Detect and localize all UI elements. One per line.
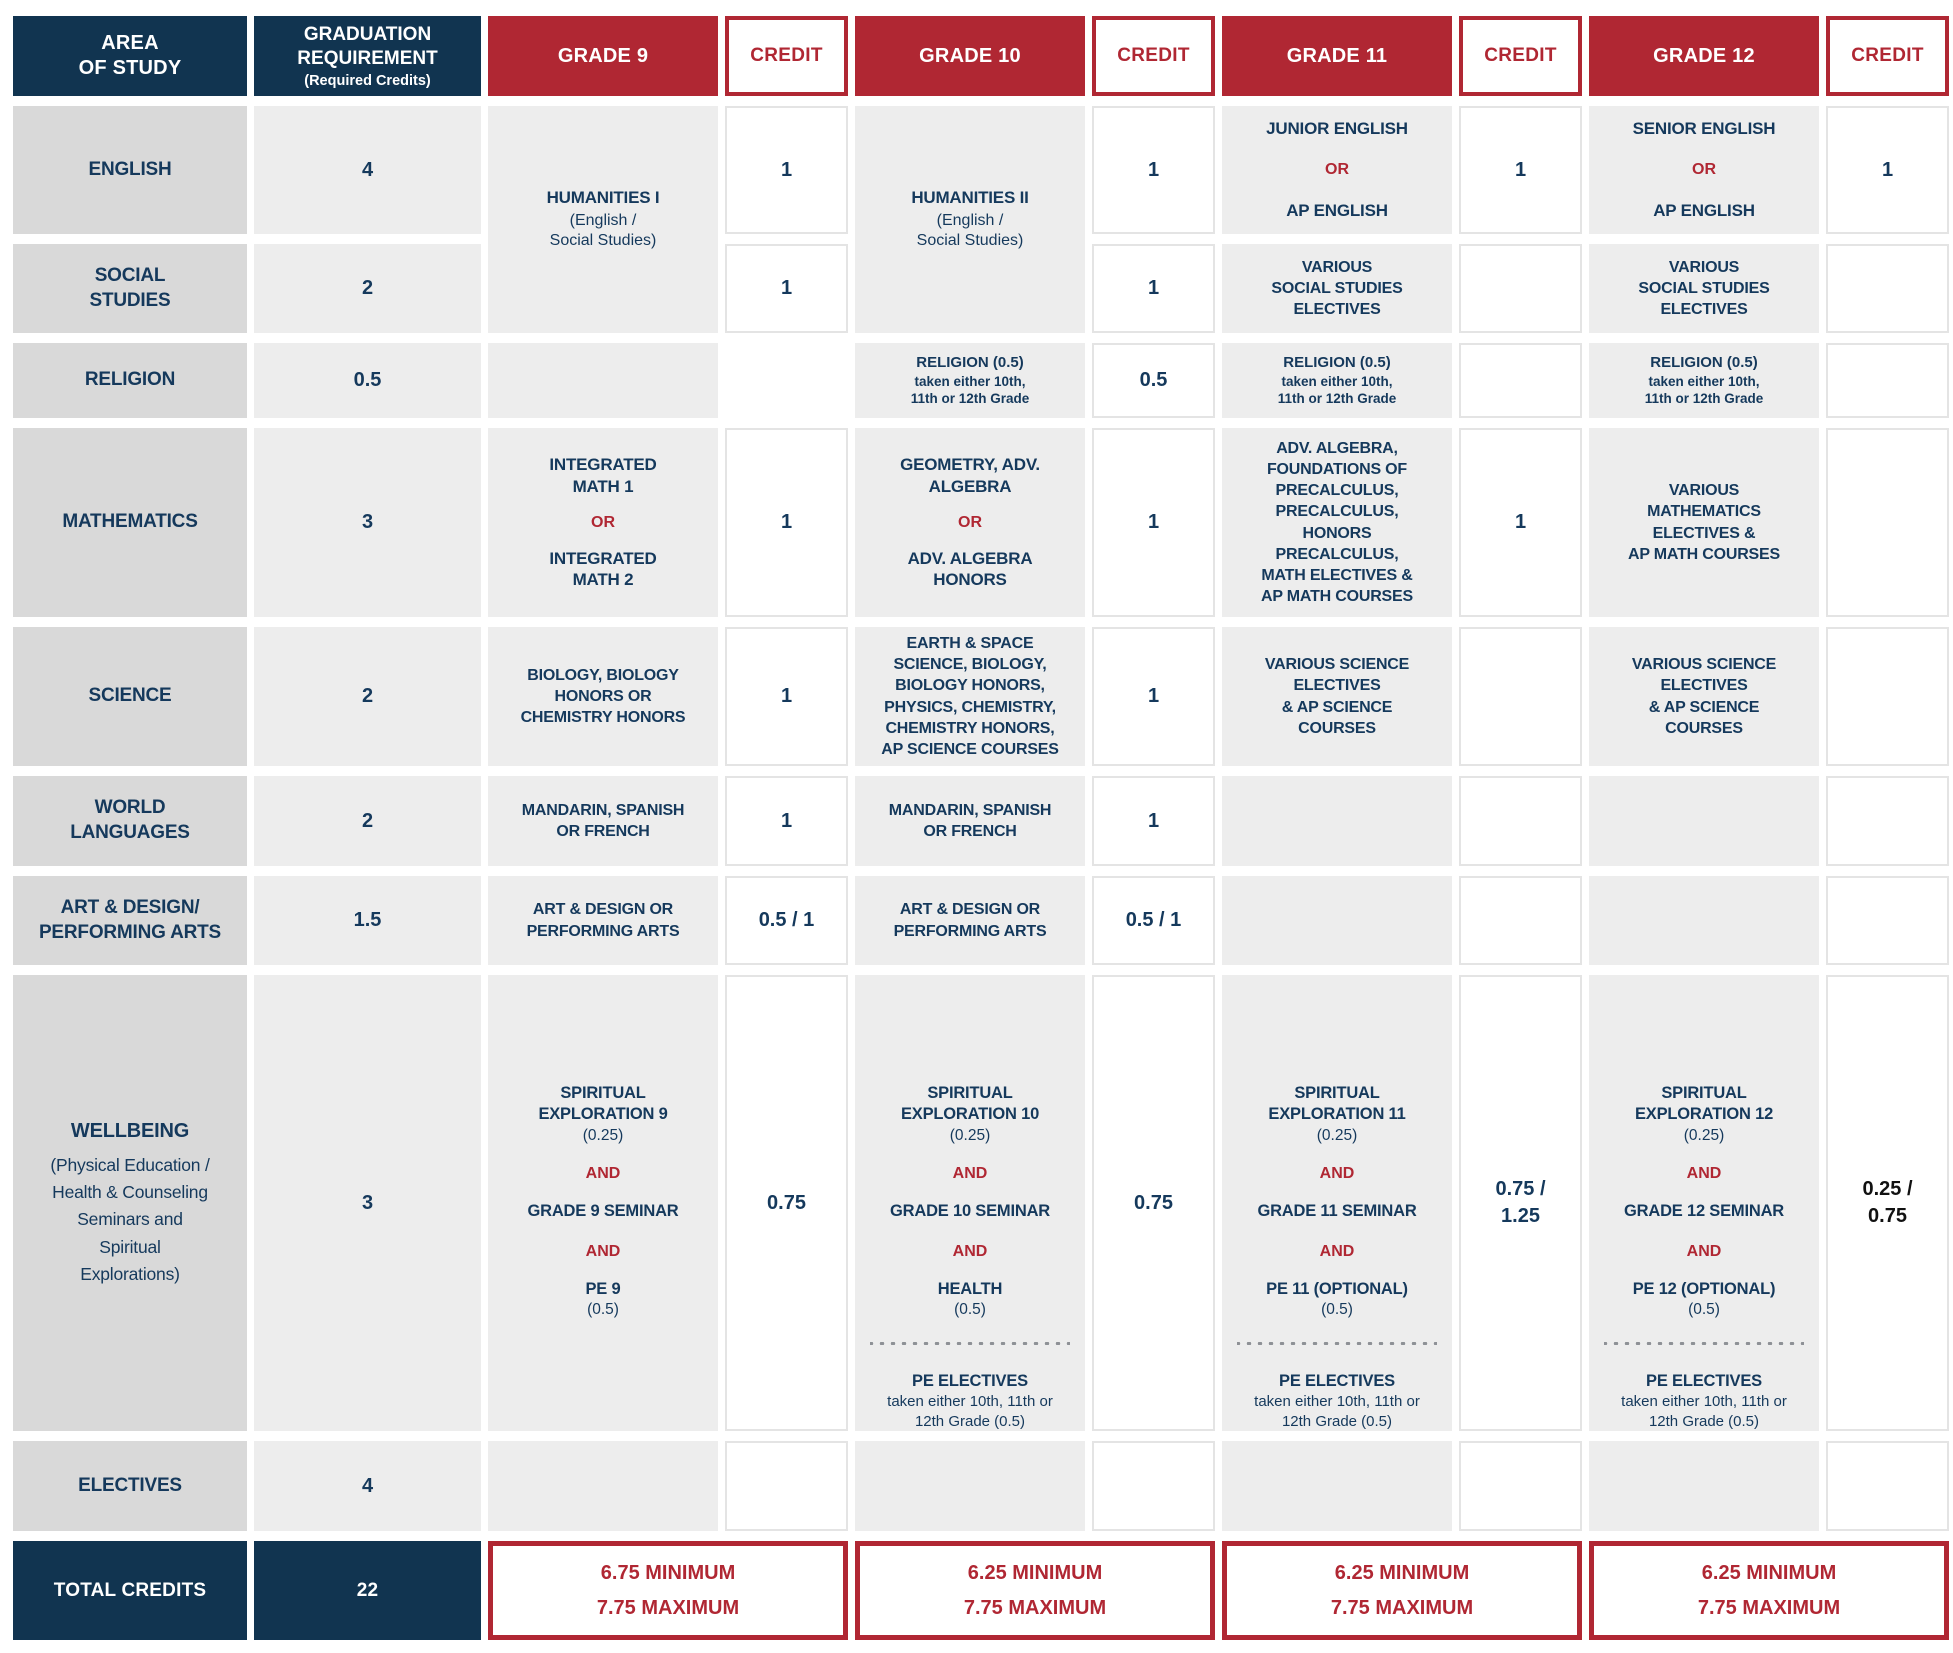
col-header-grade-11	[1222, 16, 1452, 96]
math-g10-option-2: ADV. ALGEBRA HONORS	[907, 548, 1033, 590]
wellbeing-g10-spiritual-credit: (0.25)	[949, 1126, 991, 1144]
credit-value: 1	[780, 277, 793, 299]
credit-social-g9	[725, 244, 848, 333]
cell-art-g10	[855, 876, 1085, 965]
wellbeing-g9-spiritual: SPIRITUAL EXPLORATION 9	[538, 1084, 668, 1124]
credit-science-g12-empty	[1826, 627, 1949, 766]
religion-note-title: RELIGION (0.5)	[1283, 354, 1391, 372]
credit-value: 1	[1514, 158, 1527, 181]
credit-value: 1	[780, 511, 793, 533]
world-g9-text: MANDARIN, SPANISH OR FRENCH	[521, 801, 685, 840]
total-box-g9	[488, 1541, 848, 1640]
total-g11-minimum: 6.25 MINIMUM	[1334, 1561, 1470, 1584]
credit-value: 1	[1881, 158, 1894, 181]
grade-10-label: GRADE 10	[919, 44, 1021, 67]
and-connector: AND	[1319, 1165, 1355, 1183]
wellbeing-g11-seminar: GRADE 11 SEMINAR	[1257, 1202, 1417, 1221]
total-credits-label: TOTAL CREDITS	[53, 1579, 207, 1601]
credit-science-g9	[725, 627, 848, 766]
cell-humanities-1	[488, 106, 718, 333]
wellbeing-g12-pe-credit: (0.5)	[1688, 1301, 1720, 1319]
english-g12-option-1: SENIOR ENGLISH	[1632, 119, 1776, 139]
math-g10-option-1: GEOMETRY, ADV. ALGEBRA	[900, 455, 1040, 496]
math-g9-option-1: INTEGRATED MATH 1	[549, 455, 657, 496]
total-credits-value: 22	[356, 1579, 379, 1601]
wellbeing-g11-spiritual-credit: (0.25)	[1316, 1126, 1358, 1144]
credit-english-g12	[1826, 106, 1949, 234]
art-design-label: ART & DESIGN/ PERFORMING ARTS	[38, 896, 222, 943]
and-connector: AND	[1686, 1242, 1722, 1260]
total-g10-minimum: 6.25 MINIMUM	[967, 1561, 1103, 1584]
wellbeing-g10-pe-electives: PE ELECTIVES	[912, 1371, 1028, 1390]
wellbeing-g11-spiritual: SPIRITUAL EXPLORATION 11	[1268, 1084, 1406, 1124]
cell-world-g11-empty	[1222, 776, 1452, 866]
cell-art-g12-empty	[1589, 876, 1819, 965]
humanities-2-title: HUMANITIES II	[911, 187, 1029, 207]
religion-label: RELIGION	[84, 369, 176, 391]
cell-religion-g12	[1589, 343, 1819, 418]
social-required-credits: 2	[361, 277, 374, 299]
and-connector: AND	[952, 1242, 988, 1260]
cell-wellbeing-g12	[1589, 975, 1819, 1431]
requirement-religion	[254, 343, 481, 418]
cell-science-g12	[1589, 627, 1819, 766]
social-g11-text: VARIOUS SOCIAL STUDIES ELECTIVES	[1271, 258, 1403, 319]
col-header-grade-12	[1589, 16, 1819, 96]
col-header-credit-10	[1092, 16, 1215, 96]
english-g11-option-1: JUNIOR ENGLISH	[1266, 119, 1408, 139]
cell-religion-g9-empty	[488, 343, 718, 418]
wellbeing-g12-pe-electives-sub: taken either 10th, 11th or 12th Grade (0.5)	[1621, 1393, 1787, 1430]
credit-world-g9	[725, 776, 848, 866]
wellbeing-label: WELLBEING	[70, 1120, 190, 1143]
col-header-credit-11	[1459, 16, 1582, 96]
credit-science-g11-empty	[1459, 627, 1582, 766]
credit-wellbeing-g12	[1826, 975, 1949, 1431]
credit-wellbeing-g9	[725, 975, 848, 1431]
credit-art-g9	[725, 876, 848, 965]
credit-value: 1	[1147, 685, 1160, 707]
wellbeing-required-credits: 3	[361, 1191, 374, 1214]
electives-required-credits: 4	[361, 1474, 374, 1497]
wellbeing-g9-pe: PE 9	[585, 1279, 621, 1298]
credit-label: CREDIT	[1851, 45, 1924, 66]
wellbeing-g10-health-credit: (0.5)	[954, 1301, 986, 1319]
wellbeing-g9-pe-credit: (0.5)	[587, 1301, 619, 1319]
math-g11-text: ADV. ALGEBRA, FOUNDATIONS OF PRECALCULUS, PRECALCULUS, HONORS PRECALCULUS, MATH ELECTIVES & AP MATH COURSES	[1261, 440, 1413, 605]
col-header-credit-9	[725, 16, 848, 96]
world-g10-text: MANDARIN, SPANISH OR FRENCH	[888, 801, 1052, 840]
cell-science-g9	[488, 627, 718, 766]
science-g12-text: VARIOUS SCIENCE ELECTIVES & AP SCIENCE COURSES	[1631, 656, 1777, 737]
wellbeing-g12-spiritual: SPIRITUAL EXPLORATION 12	[1634, 1084, 1774, 1124]
science-g11-text: VARIOUS SCIENCE ELECTIVES & AP SCIENCE COURSES	[1264, 656, 1410, 737]
requirement-art-design	[254, 876, 481, 965]
cell-art-g9	[488, 876, 718, 965]
wellbeing-g9-seminar: GRADE 9 SEMINAR	[527, 1202, 679, 1221]
credit-math-g12-empty	[1826, 428, 1949, 617]
total-box-g11	[1222, 1541, 1582, 1640]
cell-electives-g10-empty	[855, 1441, 1085, 1531]
cell-electives-g12-empty	[1589, 1441, 1819, 1531]
math-required-credits: 3	[361, 511, 374, 533]
col-header-area-of-study	[13, 16, 247, 96]
credit-math-g10	[1092, 428, 1215, 617]
cell-humanities-2	[855, 106, 1085, 333]
graduation-requirement-sublabel: (Required Credits)	[304, 73, 431, 90]
credit-religion-g12-empty	[1826, 343, 1949, 418]
row-label-world-languages	[13, 776, 247, 866]
cell-english-g11	[1222, 106, 1452, 234]
religion-required-credits: 0.5	[353, 369, 382, 391]
requirement-english	[254, 106, 481, 234]
wellbeing-g11-pe-electives: PE ELECTIVES	[1279, 1371, 1395, 1390]
cell-world-g9	[488, 776, 718, 866]
cell-world-g10	[855, 776, 1085, 866]
wellbeing-g12-spiritual-credit: (0.25)	[1683, 1126, 1725, 1144]
row-label-social-studies	[13, 244, 247, 333]
cell-math-g12	[1589, 428, 1819, 617]
row-label-english	[13, 106, 247, 234]
credit-value: 1	[780, 685, 793, 707]
art-g10-text: ART & DESIGN OR PERFORMING ARTS	[893, 901, 1047, 940]
cell-wellbeing-g11	[1222, 975, 1452, 1431]
credit-value: 1	[780, 158, 793, 181]
science-g10-text: EARTH & SPACE SCIENCE, BIOLOGY, BIOLOGY HONORS, PHYSICS, CHEMISTRY, CHEMISTRY HONORS, AP SCIENCE COURSES	[881, 635, 1059, 758]
dotted-divider	[1237, 1342, 1437, 1345]
wellbeing-g10-spiritual: SPIRITUAL EXPLORATION 10	[900, 1084, 1040, 1124]
cell-religion-g11	[1222, 343, 1452, 418]
requirement-wellbeing	[254, 975, 481, 1431]
grade-9-label: GRADE 9	[557, 44, 649, 67]
row-label-wellbeing	[13, 975, 247, 1431]
social-studies-label: SOCIAL STUDIES	[89, 264, 171, 311]
wellbeing-g12-seminar: GRADE 12 SEMINAR	[1624, 1202, 1784, 1221]
world-required-credits: 2	[361, 809, 374, 832]
credit-value: 0.5 / 1	[1125, 909, 1182, 931]
credit-electives-g12-empty	[1826, 1441, 1949, 1531]
english-label: ENGLISH	[88, 158, 172, 180]
credit-world-g10	[1092, 776, 1215, 866]
requirement-mathematics	[254, 428, 481, 617]
credit-religion-g11-empty	[1459, 343, 1582, 418]
world-languages-label: WORLD LANGUAGES	[70, 797, 190, 843]
and-connector: AND	[585, 1165, 621, 1183]
requirement-electives	[254, 1441, 481, 1531]
dotted-divider	[1604, 1342, 1804, 1345]
wellbeing-g12-pe-electives: PE ELECTIVES	[1646, 1371, 1762, 1390]
art-required-credits: 1.5	[353, 909, 382, 931]
credit-math-g11	[1459, 428, 1582, 617]
credit-electives-g11-empty	[1459, 1441, 1582, 1531]
credit-label: CREDIT	[750, 45, 823, 66]
wellbeing-g12-pe: PE 12 (OPTIONAL)	[1632, 1279, 1776, 1298]
cell-wellbeing-g10	[855, 975, 1085, 1431]
credit-wellbeing-g10	[1092, 975, 1215, 1431]
wellbeing-g11-pe: PE 11 (OPTIONAL)	[1266, 1279, 1408, 1298]
credit-art-g11-empty	[1459, 876, 1582, 965]
credit-label: CREDIT	[1484, 45, 1557, 66]
total-required-credits	[254, 1541, 481, 1640]
religion-note-sub: taken either 10th, 11th or 12th Grade	[1277, 373, 1397, 407]
mathematics-label: MATHEMATICS	[62, 511, 198, 533]
col-header-grade-9	[488, 16, 718, 96]
wellbeing-sublabel: (Physical Education / Health & Counseling Seminars and Spiritual Explorations)	[50, 1155, 210, 1284]
row-label-science	[13, 627, 247, 766]
row-label-religion	[13, 343, 247, 418]
cell-english-g12	[1589, 106, 1819, 234]
credit-value: 1	[1147, 277, 1160, 299]
graduation-requirement-label: GRADUATION REQUIREMENT	[297, 23, 438, 69]
row-label-electives	[13, 1441, 247, 1531]
credit-value: 1	[1147, 809, 1160, 832]
english-required-credits: 4	[361, 158, 374, 181]
requirement-science	[254, 627, 481, 766]
total-box-g12	[1589, 1541, 1949, 1640]
humanities-2-sub: (English / Social Studies)	[916, 211, 1024, 250]
requirement-social-studies	[254, 244, 481, 333]
credit-electives-g9-empty	[725, 1441, 848, 1531]
cell-social-g11	[1222, 244, 1452, 333]
science-g9-text: BIOLOGY, BIOLOGY HONORS OR CHEMISTRY HONORS	[520, 666, 686, 727]
total-g9-maximum: 7.75 MAXIMUM	[596, 1596, 740, 1619]
wellbeing-g10-health: HEALTH	[937, 1279, 1003, 1298]
religion-note-title: RELIGION (0.5)	[916, 354, 1024, 372]
credit-value: 0.75 / 1.25	[1495, 1178, 1546, 1227]
credit-social-g11-empty	[1459, 244, 1582, 333]
credit-social-g12-empty	[1826, 244, 1949, 333]
col-header-graduation-requirement	[254, 16, 481, 96]
cell-electives-g9-empty	[488, 1441, 718, 1531]
wellbeing-g10-pe-electives-sub: taken either 10th, 11th or 12th Grade (0.5)	[887, 1393, 1053, 1430]
credit-electives-g10-empty	[1092, 1441, 1215, 1531]
credit-value: 1	[1147, 511, 1160, 533]
and-connector: AND	[952, 1165, 988, 1183]
credit-value: 0.5	[1139, 369, 1168, 391]
and-connector: AND	[585, 1242, 621, 1260]
cell-math-g11	[1222, 428, 1452, 617]
total-box-g10	[855, 1541, 1215, 1640]
english-g11-option-2: AP ENGLISH	[1286, 201, 1388, 220]
credit-value: 0.75	[767, 1191, 806, 1214]
credit-religion-g10	[1092, 343, 1215, 418]
and-connector: AND	[1319, 1242, 1355, 1260]
or-connector: OR	[1325, 161, 1349, 178]
credit-value: 1	[1147, 158, 1160, 181]
col-header-credit-12	[1826, 16, 1949, 96]
cell-social-g12	[1589, 244, 1819, 333]
credit-english-g11	[1459, 106, 1582, 234]
cell-art-g11-empty	[1222, 876, 1452, 965]
humanities-1-title: HUMANITIES I	[546, 187, 660, 207]
and-connector: AND	[1686, 1165, 1722, 1183]
total-g12-minimum: 6.25 MINIMUM	[1701, 1561, 1837, 1584]
total-g12-maximum: 7.75 MAXIMUM	[1697, 1596, 1841, 1619]
cell-religion-g10	[855, 343, 1085, 418]
science-required-credits: 2	[361, 685, 374, 707]
wellbeing-g11-pe-electives-sub: taken either 10th, 11th or 12th Grade (0.5)	[1254, 1393, 1420, 1430]
credit-value: 1	[780, 809, 793, 832]
row-label-mathematics	[13, 428, 247, 617]
credit-english-g9	[725, 106, 848, 234]
grade-12-label: GRADE 12	[1653, 44, 1755, 67]
religion-note-title: RELIGION (0.5)	[1650, 354, 1758, 372]
or-connector: OR	[958, 513, 982, 531]
credit-wellbeing-g11	[1459, 975, 1582, 1431]
cell-science-g11	[1222, 627, 1452, 766]
credit-english-g10	[1092, 106, 1215, 234]
credit-world-g11-empty	[1459, 776, 1582, 866]
credit-science-g10	[1092, 627, 1215, 766]
art-g9-text: ART & DESIGN OR PERFORMING ARTS	[526, 901, 680, 940]
math-g9-option-2: INTEGRATED MATH 2	[549, 548, 657, 590]
or-connector: OR	[1692, 161, 1716, 178]
wellbeing-g11-pe-credit: (0.5)	[1321, 1301, 1353, 1319]
credit-value: 0.5 / 1	[758, 909, 815, 931]
cell-math-g10	[855, 428, 1085, 617]
row-label-total-credits	[13, 1541, 247, 1640]
requirement-world-languages	[254, 776, 481, 866]
cell-science-g10	[855, 627, 1085, 766]
electives-label: ELECTIVES	[78, 1474, 182, 1496]
science-label: SCIENCE	[88, 685, 172, 707]
wellbeing-g10-seminar: GRADE 10 SEMINAR	[890, 1202, 1050, 1221]
humanities-1-sub: (English / Social Studies)	[549, 211, 657, 250]
credit-social-g10	[1092, 244, 1215, 333]
grade-11-label: GRADE 11	[1286, 44, 1388, 67]
credit-value: 0.75	[1134, 1191, 1173, 1214]
cell-world-g12-empty	[1589, 776, 1819, 866]
english-g12-option-2: AP ENGLISH	[1653, 201, 1755, 220]
social-g12-text: VARIOUS SOCIAL STUDIES ELECTIVES	[1638, 258, 1770, 319]
row-label-art-design	[13, 876, 247, 965]
credit-art-g12-empty	[1826, 876, 1949, 965]
or-connector: OR	[591, 513, 615, 531]
cell-wellbeing-g9	[488, 975, 718, 1431]
credit-value: 0.25 / 0.75	[1862, 1178, 1913, 1227]
dotted-divider	[870, 1342, 1070, 1345]
col-header-area-label: AREA OF STUDY	[78, 32, 182, 79]
credit-label: CREDIT	[1117, 45, 1190, 66]
cell-electives-g11-empty	[1222, 1441, 1452, 1531]
credit-value: 1	[1514, 511, 1527, 533]
math-g12-text: VARIOUS MATHEMATICS ELECTIVES & AP MATH COURSES	[1628, 482, 1780, 563]
wellbeing-g9-spiritual-credit: (0.25)	[582, 1126, 624, 1144]
religion-note-sub: taken either 10th, 11th or 12th Grade	[1644, 373, 1764, 407]
col-header-grade-10	[855, 16, 1085, 96]
credit-art-g10	[1092, 876, 1215, 965]
total-g9-minimum: 6.75 MINIMUM	[600, 1561, 736, 1584]
cell-math-g9	[488, 428, 718, 617]
credit-math-g9	[725, 428, 848, 617]
total-g11-maximum: 7.75 MAXIMUM	[1330, 1596, 1474, 1619]
credit-world-g12-empty	[1826, 776, 1949, 866]
religion-note-sub: taken either 10th, 11th or 12th Grade	[910, 373, 1030, 407]
total-g10-maximum: 7.75 MAXIMUM	[963, 1596, 1107, 1619]
